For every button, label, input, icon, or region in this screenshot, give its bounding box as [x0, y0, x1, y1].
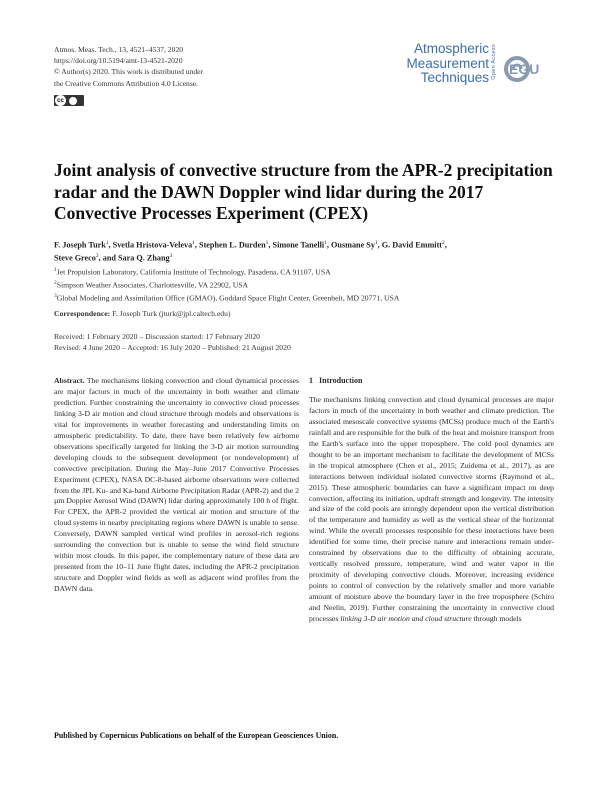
correspondence-label: Correspondence: [54, 309, 111, 318]
journal-info [54, 44, 394, 89]
copyright-line-2: the Creative Commons Attribution 4.0 License. [54, 78, 199, 88]
author-name: , Simone Tanelli [268, 240, 325, 250]
abstract-column [54, 376, 299, 595]
correspondence [54, 309, 554, 318]
author-name: , Svetla Hristova-Veleva [108, 240, 193, 250]
introduction-text: The mechanisms linking convection and cloud dynamical processes are major factors in much of the uncertainty in both weather and climate prediction. The associated mesoscale convective systems (MCSs) produce much of the Earth's rainfall and are responsible for the bulk of the heat and moisture transport from the Earth's surface into the upper troposphere. The cold pool dynamics are thought to be an important mechanism to facilitate the development of MCSs in the tropical atmosphere (Chen et al., 2015; Zuidema et al., 2017), as are interactions between individual isolated convective storms (Raymond et al., 2015). These atmospheric boundaries can have a significant impact on deep convection, affecting its initiation, updraft strength and longevity. The intensity and size of the cold pools are strongly dependent upon the vertical distribution of the temperature and humidity as well as the vertical shear of the horizontal wind. While the overall processes responsible for these interactions have been identified for some time, their precise nature and interactions remain under-constrained by observations due to the difficulty of obtaining accurate, vertically resolved pressure, temperature, wind and water vapor in the proximity of developing convective clouds. Moreover, increasing evidence points to control of convection by the relatively smaller and more variable amount of moisture above the boundary layer in the free troposphere (Schiro and Neelin, 2019). Further constraining the uncertainty in convective cloud processes linking 3-D air motion and cloud structure through models [309, 394, 554, 624]
dates-published: Revised: 4 June 2020 – Accepted: 16 July 2020 – Published: 21 August 2020 [54, 343, 291, 353]
author-name: F. Joseph Turk [54, 240, 106, 250]
article-title [54, 160, 554, 225]
introduction-italic: linking 3-D air motion and cloud structure [340, 614, 472, 624]
affiliation-item: $^3$Global Modeling and Assimilation Office (GMAO), Goddard Space Flight Center, Greenbelt, MD 20771, USA [54, 292, 400, 303]
journal-logo-text [394, 42, 489, 86]
affiliation-item: $^2$Simpson Weather Associates, Charlottesville, VA 22902, USA [54, 279, 249, 290]
copyright-line-1: © Author(s) 2020. This work is distributed under [54, 67, 204, 77]
publisher-footer: Published by Copernicus Publications on behalf of the European Geosciences Union. [54, 731, 339, 740]
journal-logo [394, 42, 549, 98]
author-list: F. Joseph Turk$^1$, Svetla Hristova-Veleva$^1$, Stephen L. Durden$^1$, Simone Tanelli$^1$, Ousmane Sy$^1$, G. David Emmitt$^2$, Steve Greco$^2$, and Sara Q. Zhang$^3$ [54, 240, 447, 263]
author-name: , Ousmane Sy [326, 240, 375, 250]
affiliation-list [54, 265, 554, 304]
doi-link[interactable]: https://doi.org/10.5194/amt-13-4521-2020 [54, 56, 183, 66]
abstract-text: The mechanisms linking convection and cloud dynamical processes are major factors in much of the uncertainty in both weather and climate prediction. Further constraining the uncertainty in convective cloud processes linking 3-D air motion and cloud structure through models and observations is vital for improvements in weather forecasting and understanding limits on atmospheric predictability. To date, there have been relatively few airborne observations specifically targeted for linking the 3-D air motion surrounding developing clouds to the subsequent development (or nondevelopment) of convective precipitation. During the May–June 2017 Convective Processes Experiment (CPEX), NASA DC-8-based airborne observations were collected from the JPL Ku- and Ka-band Airborne Precipitation Radar (APR-2) and the 2 µm Doppler Aerosol Wind (DAWN) lidar during approximately 100 h of flight. For CPEX, the APR-2 provided the vertical air motion and structure of the cloud systems in nearby precipitating regions where DAWN is unable to sense. Conversely, DAWN sampled vertical wind profiles in aerosol-rich regions surrounding the convection but is unable to sense the wind field structure within most clouds. In this paper, the complementary nature of these data are presented from the 10–11 June flight dates, including the APR-2 precipitation structure and Doppler wind fields as well as adjacent wind profiles from the DAWN data. [54, 376, 299, 594]
author-name: Steve Greco [54, 253, 96, 263]
title-line-1: Joint analysis of convective structure from the APR-2 precipitation [54, 160, 553, 180]
journal-reference: Atmos. Meas. Tech., 13, 4521–4537, 2020 [54, 45, 184, 54]
correspondence-email[interactable]: F. Joseph Turk (jturk@jpl.caltech.edu) [110, 309, 231, 318]
title-line-2: radar and the DAWN Doppler wind lidar during the 2017 [54, 181, 484, 202]
title-line-3: Convective Processes Experiment (CPEX) [54, 203, 369, 223]
author-name: , Stephen L. Durden [194, 240, 266, 250]
attribution-icon [69, 97, 77, 105]
logo-line-measurement: Measurement [406, 55, 489, 71]
cc-icon: cc [55, 95, 66, 106]
publication-dates [54, 331, 554, 354]
open-access-label: Open Access [491, 44, 497, 80]
author-name: , and Sara Q. Zhang [98, 253, 170, 263]
egu-logo-icon [500, 52, 544, 86]
egu-logo-text: EGU [509, 61, 540, 77]
cc-by-license-icon[interactable] [54, 95, 84, 106]
logo-line-techniques: Techniques [420, 70, 489, 85]
affiliation-item: $^1$Jet Propulsion Laboratory, California Institute of Technology, Pasadena, CA 91107, USA [54, 267, 331, 277]
section-heading-introduction: 1 Introduction [309, 376, 363, 385]
logo-line-atmospheric: Atmospheric [413, 41, 489, 56]
abstract-label: Abstract. [54, 376, 85, 385]
dates-received: Received: 1 February 2020 – Discussion started: 17 February 2020 [54, 332, 261, 341]
author-name: , G. David Emmitt [377, 240, 443, 250]
introduction-column [309, 376, 554, 625]
